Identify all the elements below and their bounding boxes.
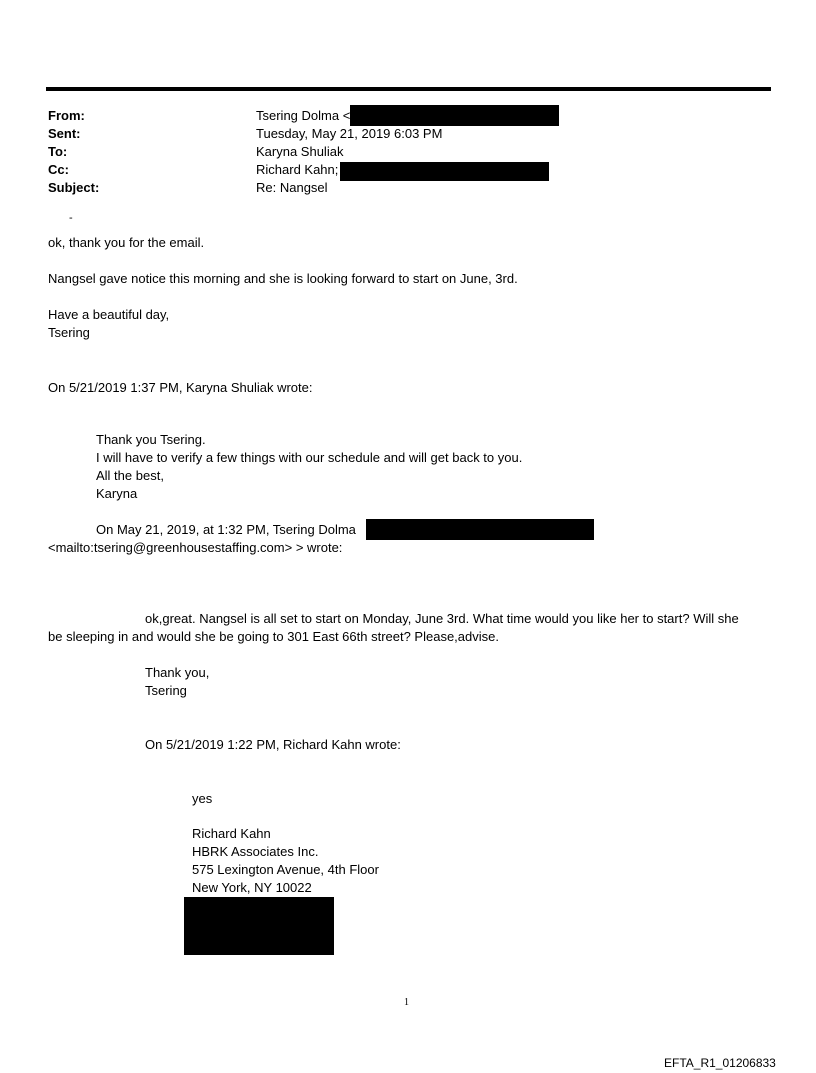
redaction-quote-email: [366, 519, 594, 540]
quote-line: Thank you Tsering.: [96, 432, 206, 447]
signature-name: Richard Kahn: [192, 826, 271, 841]
quote-header: On 5/21/2019 1:37 PM, Karyna Shuliak wrote:: [48, 380, 313, 395]
body-line: Have a beautiful day,: [48, 307, 170, 322]
quote-line: Thank you,: [145, 665, 210, 680]
signature-company: HBRK Associates Inc.: [192, 844, 319, 859]
signature-address: 575 Lexington Avenue, 4th Floor: [192, 862, 379, 877]
quote-line: I will have to verify a few things with our schedule and will get back to you.: [96, 450, 523, 465]
quote-line: yes: [192, 791, 213, 806]
sent-value: Tuesday, May 21, 2019 6:03 PM: [256, 126, 443, 141]
sent-label: Sent:: [48, 126, 81, 141]
quote-line: All the best,: [96, 468, 164, 483]
body-line: Nangsel gave notice this morning and she is looking forward to start on June, 3rd.: [48, 271, 518, 286]
cc-label: Cc:: [48, 162, 69, 177]
to-label: To:: [48, 144, 68, 159]
document-id: EFTA_R1_01206833: [664, 1056, 776, 1070]
subject-value: Re: Nangsel: [256, 180, 328, 195]
stray-mark: -: [69, 212, 73, 224]
quote-line: Karyna: [96, 486, 138, 501]
quote-header: On May 21, 2019, at 1:32 PM, Tsering Dolma: [96, 522, 356, 537]
quote-line: Tsering: [145, 683, 187, 698]
quote-header: <mailto:tsering@greenhousestaffing.com> > wrote:: [48, 540, 343, 555]
quote-line: be sleeping in and would she be going to 301 East 66th street? Please,advise.: [48, 629, 499, 644]
to-value: Karyna Shuliak: [256, 144, 344, 159]
from-label: From:: [48, 108, 85, 123]
body-line: ok, thank you for the email.: [48, 235, 205, 250]
redaction-signature: [184, 897, 334, 955]
quote-header: On 5/21/2019 1:22 PM, Richard Kahn wrote:: [145, 737, 401, 752]
signature-city: New York, NY 10022: [192, 880, 312, 895]
subject-label: Subject:: [48, 180, 100, 195]
page-number: 1: [404, 997, 409, 1008]
redaction-cc: [340, 162, 549, 181]
quote-line: ok,great. Nangsel is all set to start on Monday, June 3rd. What time would you like her to start? Will she: [145, 611, 739, 626]
redaction-from-email: [350, 105, 559, 126]
cc-value: Richard Kahn;: [256, 162, 339, 177]
from-value: Tsering Dolma <: [256, 108, 351, 123]
body-line: Tsering: [48, 325, 90, 340]
header-rule: [46, 87, 771, 91]
